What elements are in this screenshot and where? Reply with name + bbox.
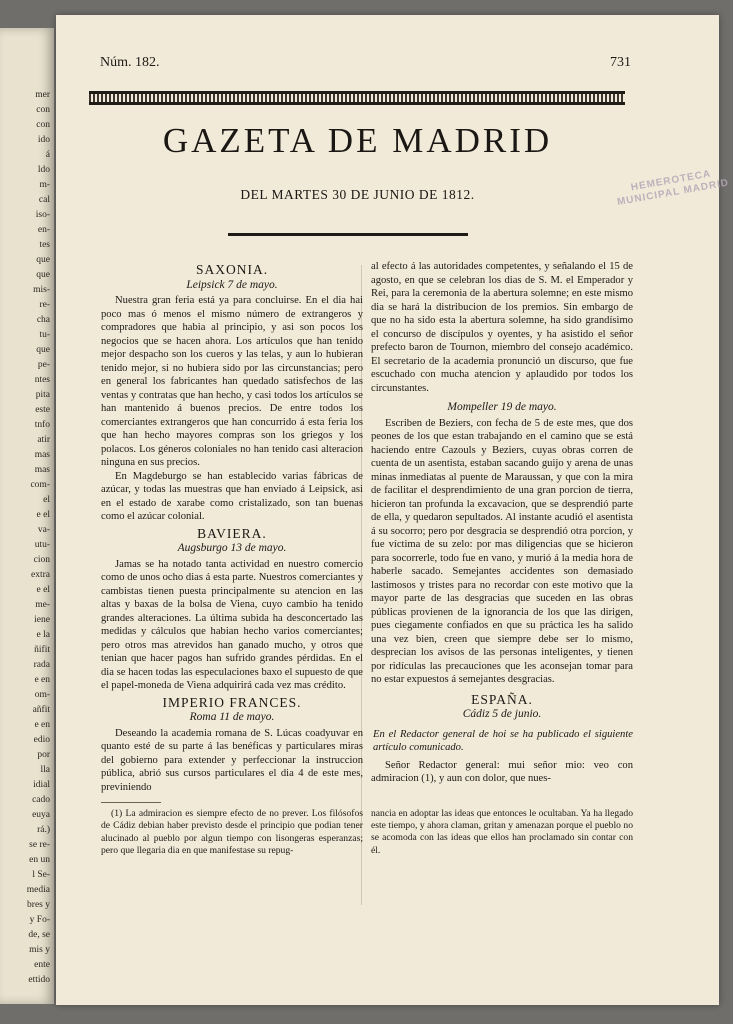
section-heading-imperio: IMPERIO FRANCES.	[162, 694, 302, 710]
facing-page-fragment: que	[36, 270, 50, 280]
dateline-leipsick: Leipsick 7 de mayo.	[186, 278, 278, 291]
facing-page-fragment: me-	[35, 600, 50, 610]
facing-page-fragment: ñifit	[34, 645, 50, 655]
facing-page-fragment: cado	[32, 795, 50, 805]
facing-page-fragment: ido	[37, 135, 50, 145]
article-paragraph: Señor Redactor general: mui señor mio: veo con admiracion (1), y aun con dolor, que nues-	[371, 759, 633, 784]
section-heading-saxonia: SAXONIA.	[195, 262, 269, 277]
facing-page-fragment: va-	[37, 525, 50, 535]
facing-page-fragment: que	[36, 345, 50, 355]
facing-page-fragment: tnfo	[34, 420, 50, 430]
facing-page-fragment: extra	[31, 570, 50, 580]
facing-page-fragment: en un	[29, 855, 50, 865]
facing-page-fragment: este	[35, 405, 50, 415]
facing-page-fragment: om-	[34, 690, 50, 700]
left-column	[101, 260, 363, 858]
facing-page-fragment: m-	[39, 180, 50, 190]
facing-page-fragment: mas	[34, 465, 50, 475]
header-rule	[89, 91, 625, 105]
facing-page-fragment: e el	[36, 510, 50, 520]
facing-page-fragment: pe-	[37, 360, 50, 370]
facing-page-fragment: media	[26, 885, 50, 895]
facing-page-edge	[0, 28, 54, 1004]
facing-page-fragment: e en	[34, 720, 50, 730]
article-paragraph: Escriben de Beziers, con fecha de 5 de este mes, que dos peones de los que estan trabajando en el camino que se está haciendo entre Cazouls y Beziers, cuyas obras corren de cuenta de un asentista, estaban sacando guijo y arena de unas minas inmediatas al puente de Maraussan, y que con la mira de facilitar el desprendimiento de una gran porcion de tierra, hicieron tan profunda la excavacion, que se desprendió parte de ella, y quedaron sepultados. Al instante acudió el asentista á su socorro; pero por desgracia se desprendió otra porcion, y fue víctima de su zelo: por mas diligencias que se hicieron para socorrerle, todo fue en vano, y murió á la media hora de haberle sacado. Semejantes accidentes son demasiado lastimosos y tristes para no recordar con este motivo que la mayor parte de las desgracias que suceden en las obras públicas provienen de la ignorancia de los que las dirigen, pues ciegamente confiados en que su práctica les ha salido una vez bien, creen que siempre debe ser lo mismo, desprecian los avisos de las personas inteligentes, y tienen por ridículas las precauciones que les aconsejan tomar para no estar expuestos á semejantes desgracias.	[371, 417, 633, 685]
facing-page-fragment: e el	[36, 585, 50, 595]
dateline-mompeller: Mompeller 19 de mayo.	[447, 401, 557, 413]
right-column	[371, 260, 633, 857]
facing-page-fragment: ldo	[37, 165, 50, 175]
article-paragraph: En Magdeburgo se han establecido varias fábricas de azúcar, y todas las muestras que han enviado á Leipsick, asi en el estado de xarabe como cristalizado, son tan buenas como el azúcar colonial.	[101, 470, 363, 522]
facing-page-fragment: bres y	[27, 900, 50, 910]
facing-page-fragment: lla	[40, 765, 50, 775]
facing-page-fragment: idial	[33, 780, 50, 790]
facing-page-fragment: y Fo-	[29, 915, 50, 925]
facing-page-fragment: á	[45, 150, 50, 160]
masthead-rule	[228, 233, 468, 236]
facing-page-fragment: mis y	[29, 945, 50, 955]
facing-page-fragment: pita	[35, 390, 50, 400]
facing-page-fragment: ntes	[34, 375, 50, 385]
facing-page-fragment: com-	[30, 480, 50, 490]
facing-page-fragment: con	[36, 120, 50, 130]
facing-page-fragment: añfit	[32, 705, 50, 715]
footnote: (1) La admiracion es siempre efecto de no prever. Los filósofos de Cádiz debian haber previsto desde el principio que podian tener alucinado al pueblo por algun tiempo con lisongeras esperanzas; pero que llegaria dia en que manifestase su repug-	[101, 808, 363, 857]
dateline-augsburgo: Augsburgo 13 de mayo.	[177, 542, 287, 554]
dateline-cadiz: Cádiz 5 de junio.	[462, 708, 542, 720]
facing-page-fragment: mis-	[33, 285, 50, 295]
facing-page-fragment: por	[37, 750, 50, 760]
facing-page-fragment: iene	[34, 615, 50, 625]
facing-page-fragment: cal	[38, 195, 50, 205]
page-number: 731	[610, 55, 631, 70]
facing-page-fragment: euya	[32, 810, 50, 820]
issue-date: DEL MARTES 30 DE JUNIO DE 1812.	[240, 187, 475, 202]
facing-page-fragment: ettido	[28, 975, 50, 985]
facing-page-fragment: re-	[39, 300, 50, 310]
facing-page-fragment: rada	[33, 660, 50, 670]
article-paragraph: al efecto á las autoridades competentes, y señalando el 15 de agosto, en que se celebran los dias de S. M. el Emperador y Rei, para la ceremonia de la abertura solemne; en este mismo dia se hará la distribucion de los premios. Sin embargo de que no ha sido esta la abertura solemne, ha sido grandísimo el concurso de discípulos y oyentes, y ha asistido el señor prefecto baron de Tournon, miembro del consejo académico. El secretario de la academia pronunció un discurso, que fue escuchado con mucha atencion y aplaudido por todos los circunstantes.	[371, 261, 633, 394]
facing-page-fragment: mer	[35, 90, 50, 100]
facing-page-fragment: se re-	[29, 840, 50, 850]
issue-number: Núm. 182.	[100, 55, 160, 70]
dateline-roma: Roma 11 de mayo.	[189, 711, 275, 723]
facing-page-fragment: edio	[33, 735, 50, 745]
facing-page-fragment: cha	[36, 315, 50, 325]
facing-page-fragment: e la	[36, 630, 50, 640]
facing-page-fragment: tes	[39, 240, 50, 250]
article-paragraph: Deseando la academia romana de S. Lúcas coadyuvar en quanto esté de su parte á las benéficas y particulares miras del gobierno para extender y perfeccionar la instruccion pública, abrió sus cursos particulares el dia 4 de este mes, previniendo	[101, 727, 363, 793]
facing-page-fragment: atir	[37, 435, 50, 445]
section-heading-baviera: BAVIERA.	[197, 525, 267, 541]
masthead-title: GAZETA DE MADRID	[162, 121, 553, 160]
facing-page-fragment: tu-	[39, 330, 50, 340]
article-paragraph: Jamas se ha notado tanta actividad en nuestro comercio como de unos ocho dias á esta parte. Nuestros comerciantes y cambistas tienen puesta principalmente su atencion en las altas y baxas de la bolsa de Viena, cuyo cambio ha tenido grandes alteraciones. La última subida ha desconcertado las medidas y cálculos que habian hecho varios comerciantes; pero otros mas atrevidos han ganado mucho, y otros que tenian que hacer pagos han sufrido grandes pérdidas. En el dia se hacen todas las especulaciones baxo el supuesto de que el papel-moneda de Viena adquirirá cada vez mas crédito.	[101, 558, 363, 691]
library-stamp: HEMEROTECA MUNICIPAL MADRID	[616, 168, 730, 209]
facing-page-fragment: utu-	[34, 540, 50, 550]
facing-page-fragment: e en	[34, 675, 50, 685]
footnote-rule	[101, 802, 161, 803]
facing-page-fragment: el	[43, 495, 50, 505]
facing-page-fragment: de, se	[28, 930, 50, 940]
section-heading-espana: ESPAÑA.	[471, 691, 533, 707]
facing-page-fragment: mas	[34, 450, 50, 460]
facing-page-fragment: que	[36, 255, 50, 265]
facing-page-fragment: l Se-	[32, 870, 50, 880]
facing-page-fragment: iso-	[35, 210, 50, 220]
footnote-continuation: nancia en adoptar las ideas que entonces le ocultaban. Ya ha llegado este tiempo, y ahora claman, gritan y amenazan porque el pueblo no se acomoda con las ideas que ellos han proclamado sin contar con él.	[371, 807, 633, 856]
facing-page-fragment: cion	[33, 555, 50, 565]
article-paragraph: Nuestra gran feria está ya para concluirse. En el dia hai poco mas ó menos el mismo número de extrangeros y compradores que habia al principio, y asi son pocos los negocios que se hacen ahora. Los artículos que han tenido mejor despacho son los cueros y las telas, y aun lo hubieran tenido mejor, si no hubiera sido por las circunstancias; pero en general los fabricantes han quedado satisfechos de las ventas y contratas que han hecho, y casi todos los artículos se han mantenido á buenos precios. De entre todos los comerciantes extrangeros que han concurrido á esta feria los que han hecho mayores compras son los griegos y los polacos. Los géneros coloniales no han tenido casi alteracion ninguna en sus precios.	[101, 295, 363, 468]
facing-page-fragment: con	[36, 105, 50, 115]
facing-page-fragment: en-	[37, 225, 50, 235]
newspaper-page	[56, 15, 730, 1005]
intro-italic: En el Redactor general de hoi se ha publicado el siguiente artículo comunicado.	[373, 728, 633, 753]
facing-page-fragment: rá.)	[37, 825, 50, 835]
facing-page-fragment: ente	[34, 960, 50, 970]
